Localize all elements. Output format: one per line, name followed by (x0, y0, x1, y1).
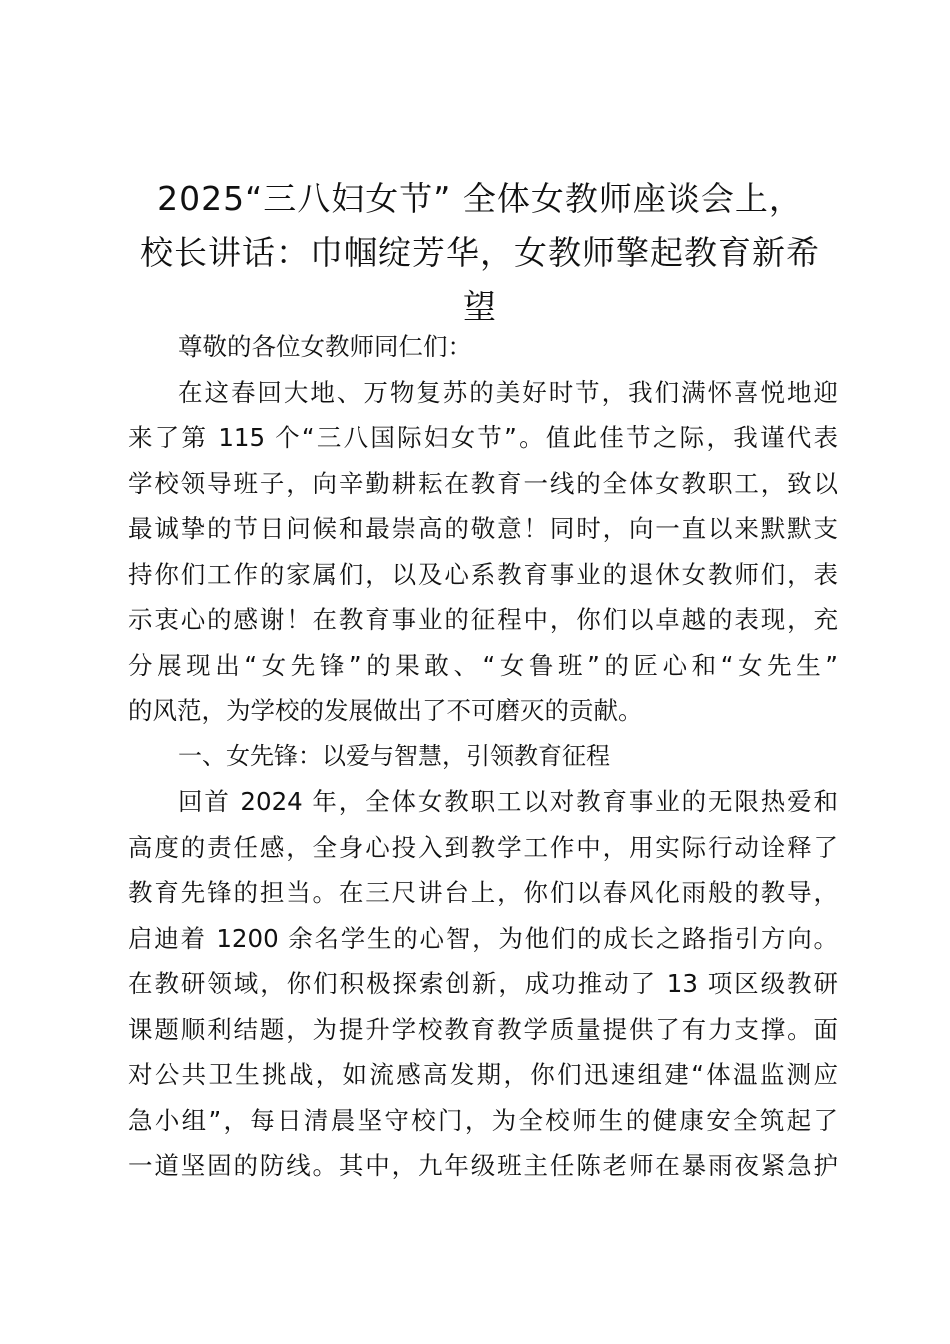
paragraph-line: 在教研领域，你们积极探索创新，成功推动了 13 项区级教研 (128, 969, 838, 998)
paragraph-line: 分展现出“女先锋”的果敢、“女鲁班”的匠心和“女先生” (128, 650, 838, 680)
paragraph-line: 示衷心的感谢！在教育事业的征程中，你们以卓越的表现，充 (128, 605, 838, 634)
section-heading: 一、女先锋：以爱与智慧，引领教育征程 (178, 741, 610, 770)
document-body (128, 324, 838, 1189)
paragraph-line: 一道坚固的防线。其中，九年级班主任陈老师在暴雨夜紧急护 (128, 1151, 838, 1180)
paragraph-line: 启迪着 1200 余名学生的心智，为他们的成长之路指引方向。 (128, 923, 838, 953)
paragraph-line: 高度的责任感，全身心投入到教学工作中，用实际行动诠释了 (128, 832, 838, 862)
paragraph-line: 急小组”，每日清晨坚守校门，为全校师生的健康安全筑起了 (128, 1105, 838, 1135)
paragraph-line: 最诚挚的节日问候和最崇高的敬意！同时，向一直以来默默支 (128, 514, 838, 543)
paragraph-line: 持你们工作的家属们，以及心系教育事业的退休女教师们，表 (128, 559, 838, 589)
paragraph-line: 的风范，为学校的发展做出了不可磨灭的贡献。 (128, 696, 643, 725)
paragraph-line: 来了第 115 个“三八国际妇女节”。值此佳节之际，我谨代表 (128, 423, 838, 452)
paragraph-line: 教育先锋的担当。在三尺讲台上，你们以春风化雨般的教导， (128, 878, 838, 907)
paragraph-line: 学校领导班子，向辛勤耕耘在教育一线的全体女教职工，致以 (128, 468, 838, 498)
paragraph-line: 课题顺利结题，为提升学校教育教学质量提供了有力支撑。面 (128, 1014, 838, 1044)
paragraph-line: 对公共卫生挑战，如流感高发期，你们迅速组建“体温监测应 (128, 1060, 838, 1089)
title-line: 望 (463, 287, 497, 326)
paragraph-line: 在这春回大地、万物复苏的美好时节，我们满怀喜悦地迎 (178, 377, 838, 407)
title-line: 2025“三八妇女节” 全体女教师座谈会上， (157, 179, 803, 218)
paragraph-line: 回首 2024 年，全体女教职工以对教育事业的无限热爱和 (178, 787, 838, 816)
title-line: 校长讲话：巾帼绽芳华，女教师擎起教育新希 (140, 233, 820, 272)
document-title (120, 172, 840, 334)
salutation: 尊敬的各位女教师同仁们： (178, 332, 472, 361)
